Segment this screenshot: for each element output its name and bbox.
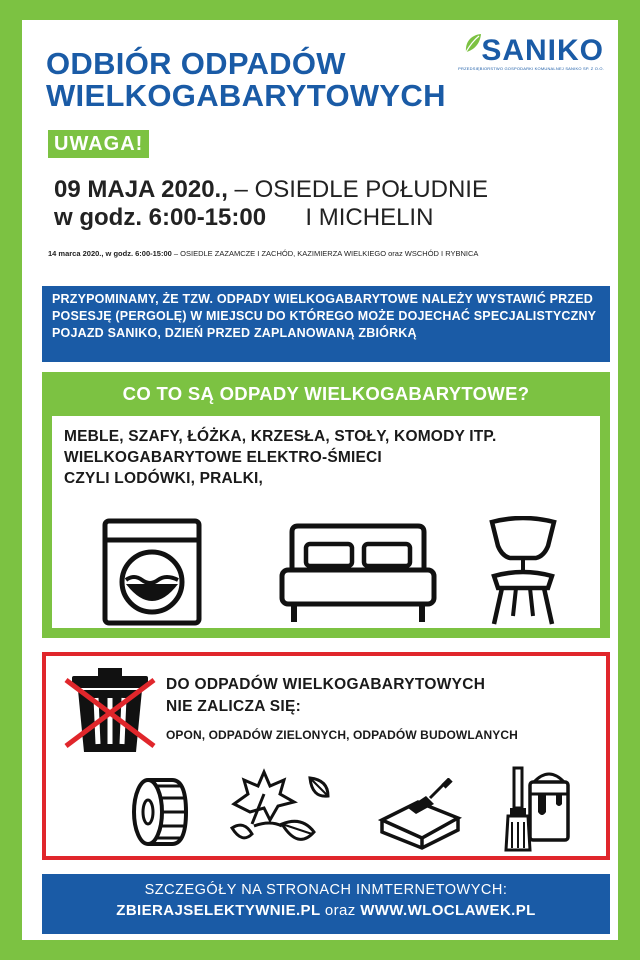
page-title — [46, 48, 446, 112]
site-link-1[interactable]: ZBIERAJSELEKTYWNIE.PL — [116, 902, 321, 919]
main-place-2: I MICHELIN — [305, 204, 434, 231]
what-section — [42, 372, 610, 638]
brick-trowel-icon — [378, 778, 462, 850]
title-line-1: ODBIÓR ODPADÓW — [46, 46, 346, 81]
logo-subtitle: PRZEDSIĘBIORSTWO GOSPODARKI KOMUNALNEJ SANIKO SP. Z O.O. — [458, 66, 604, 71]
footer-line-1: SZCZEGÓŁY NA STRONACH INMTERNETOWYCH: — [144, 882, 508, 898]
bed-icon — [278, 522, 438, 626]
footer-banner — [42, 874, 610, 934]
main-hours: w godz. 6:00-15:00 — [54, 204, 267, 231]
tire-icon — [130, 776, 190, 848]
main-place-1: – OSIEDLE POŁUDNIE — [234, 176, 488, 203]
footer-and: oraz — [324, 902, 356, 919]
saniko-logo — [458, 34, 604, 71]
reminder-banner: PRZYPOMINAMY, ŻE TZW. ODPADY WIELKOGABARYTOWE NALEŻY WYSTAWIĆ PRZED POSESJĘ (PERGOLĘ) W MIEJSCU DO KTÓREGO MOŻE DOJECHAĆ SPECJALISTYCZNY POJAZD SANIKO, DZIEŃ PRZED ZAPLANOWANĄ ZBIÓRKĄ — [42, 286, 610, 362]
schedule-note — [48, 249, 478, 258]
leaves-icon — [224, 768, 336, 854]
poster — [22, 20, 618, 940]
schedule-main — [54, 176, 488, 232]
not-included-section — [42, 652, 610, 860]
what-title: CO TO SĄ ODPADY WIELKOGABARYTOWE? — [122, 383, 530, 404]
alert-badge: UWAGA! — [48, 130, 149, 158]
what-line-2: WIELKOGABARYTOWE ELEKTRO-ŚMIECI — [64, 449, 382, 466]
footer-line-2 — [42, 900, 610, 922]
leaf-icon — [463, 32, 483, 54]
what-line-3: CZYLI LODÓWKI, PRALKI, — [64, 470, 263, 487]
other-places: – OSIEDLE ZAZAMCZE I ZACHÓD, KAZIMIERZA WIELKIEGO oraz WSCHÓD I RYBNICA — [173, 249, 479, 258]
not-included-title: DO ODPADÓW WIELKOGABARYTOWYCH NIE ZALICZA SIĘ: — [166, 676, 486, 715]
main-date: 09 MAJA 2020., — [54, 176, 228, 203]
other-date: 14 marca 2020., w godz. 6:00-15:00 — [48, 249, 172, 258]
not-included-items: OPON, ODPADÓW ZIELONYCH, ODPADÓW BUDOWLANYCH — [166, 728, 518, 742]
chair-icon — [488, 516, 558, 628]
what-content — [52, 416, 600, 628]
site-link-2[interactable]: WWW.WLOCLAWEK.PL — [360, 902, 536, 919]
title-line-2: WIELKOGABARYTOWYCH — [46, 78, 446, 113]
what-line-1: MEBLE, SZAFY, ŁÓŻKA, KRZESŁA, STOŁY, KOMODY ITP. — [64, 428, 497, 445]
paint-brush-icon — [504, 764, 574, 854]
logo-wordmark: SANIKO — [475, 34, 604, 68]
washing-machine-icon — [102, 518, 202, 626]
crossed-trash-bin-icon — [64, 664, 156, 756]
